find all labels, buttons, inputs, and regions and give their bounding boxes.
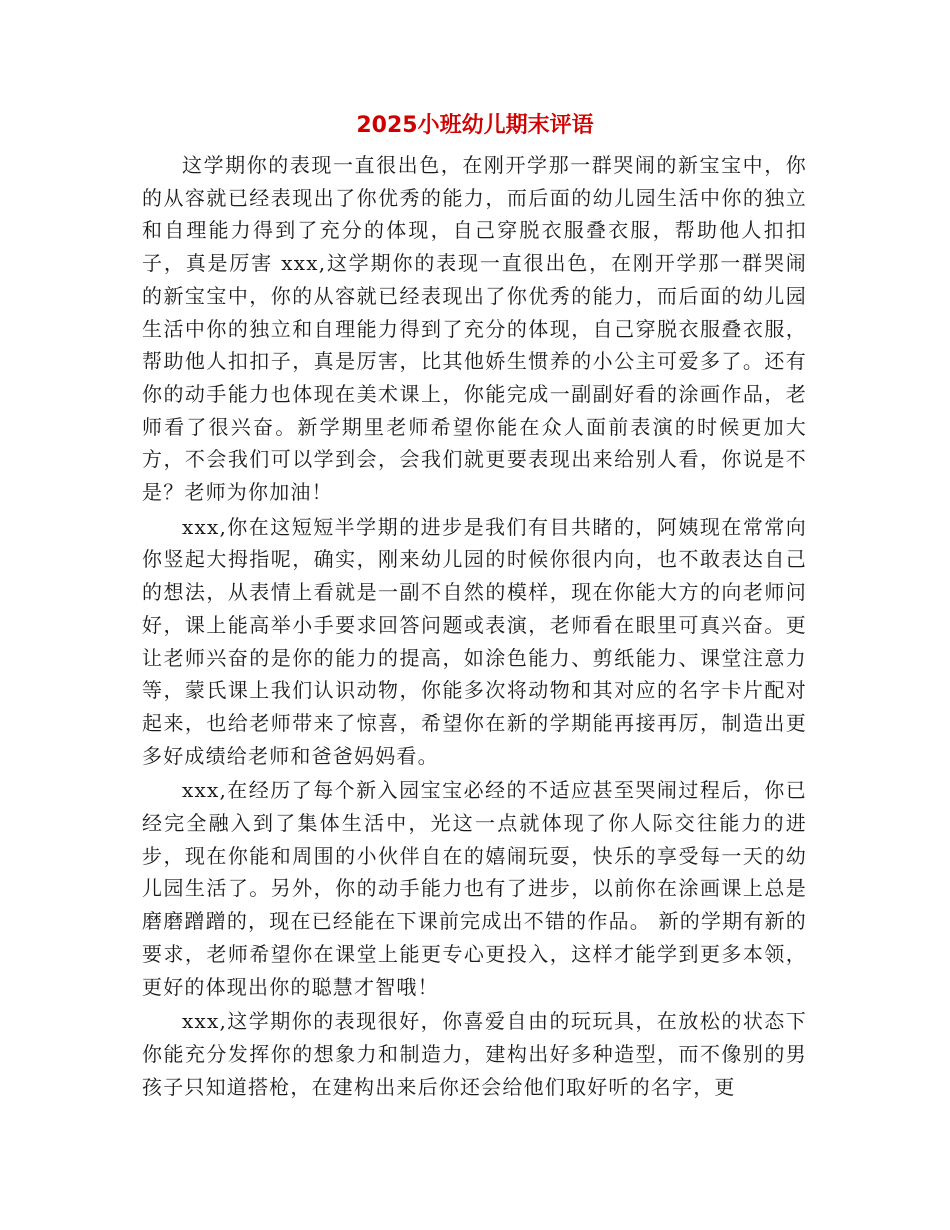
paragraph-3: xxx,在经历了每个新入园宝宝必经的不适应甚至哭闹过程后，你已经完全融入到了集体生活中，光这一点就体现了你人际交往能力的进步，现在你能和周围的小伙伴自在的嬉闹玩耍，快乐的享受每一天的幼儿园生活了。另外，你的动手能力也有了进步，以前你在涂画课上总是磨磨蹭蹭的，现在已经能在下课前完成出不错的作品。 新的学期有新的要求，老师希望你在课堂上能更专心更投入，这样才能学到更多本领，更好的体现出你的聪慧才智哦！	[142, 778, 807, 999]
paragraph-2: xxx,你在这短短半学期的进步是我们有目共睹的，阿姨现在常常向你竖起大拇指呢，确实，刚来幼儿园的时候你很内向，也不敢表达自己的想法，从表情上看就是一副不自然的模样，现在你能大方的向老师问好，课上能高举小手要求回答问题或表演，老师看在眼里可真兴奋。更让老师兴奋的是你的能力的提高，如涂色能力、剪纸能力、课堂注意力等，蒙氏课上我们认识动物，你能多次将动物和其对应的名字卡片配对起来，也给老师带来了惊喜，希望你在新的学期能再接再厉，制造出更多好成绩给老师和爸爸妈妈看。	[142, 514, 807, 768]
paragraph-1: 这学期你的表现一直很出色，在刚开学那一群哭闹的新宝宝中，你的从容就已经表现出了你优秀的能力，而后面的幼儿园生活中你的独立和自理能力得到了充分的体现，自己穿脱衣服叠衣服，帮助他人扣扣子，真是厉害 xxx,这学期你的表现一直很出色，在刚开学那一群哭闹的新宝宝中，你的从容就已经表现出了你优秀的能力，而后面的幼儿园生活中你的独立和自理能力得到了充分的体现，自己穿脱衣服叠衣服，帮助他人扣扣子，真是厉害，比其他娇生惯养的小公主可爱多了。还有你的动手能力也体现在美术课上，你能完成一副副好看的涂画作品，老师看了很兴奋。新学期里老师希望你能在众人面前表演的时候更加大方，不会我们可以学到会，会我们就更要表现出来给别人看，你说是不是？老师为你加油！	[142, 153, 807, 505]
paragraph-4: xxx,这学期你的表现很好，你喜爱自由的玩玩具，在放松的状态下你能充分发挥你的想象力和制造力，建构出好多种造型，而不像别的男孩子只知道搭枪，在建构出来后你还会给他们取好听的名字，更	[142, 1009, 807, 1099]
document-body	[142, 149, 807, 1103]
page-title: 2025小班幼儿期末评语	[356, 113, 594, 138]
